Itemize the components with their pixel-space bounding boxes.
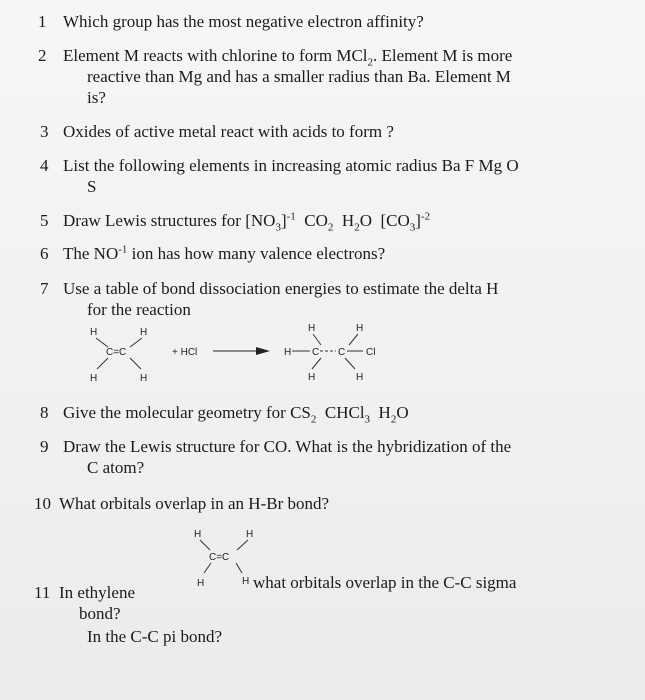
question-text: In ethylene — [59, 583, 135, 602]
atom-h: H — [308, 323, 316, 334]
atom-h: H — [242, 576, 250, 587]
question-number: 2 — [38, 46, 47, 65]
question-text: is? — [87, 88, 106, 107]
question-text: for the reaction — [87, 300, 191, 319]
question-number: 5 — [40, 211, 49, 230]
bond-line — [312, 358, 321, 369]
bond-line — [313, 334, 321, 345]
atom-h: H — [356, 372, 364, 383]
atom-h: H — [284, 347, 292, 358]
atom-cc: C=C — [209, 552, 230, 563]
question-number: 3 — [40, 122, 49, 141]
reaction-diagram — [70, 318, 410, 388]
bond-line — [345, 358, 355, 369]
atom-c: C — [338, 347, 346, 358]
question-text: S — [87, 177, 97, 196]
atom-cc: C=C — [106, 347, 127, 358]
bond-line — [237, 540, 248, 550]
chloroethane-structure — [284, 323, 375, 383]
question-text: Draw the Lewis structure for CO. What is the hybridization of the — [63, 437, 512, 456]
question-text: The $NO^{-1}$ ion has how many valence electrons? — [63, 243, 386, 263]
question-text: Use a table of bond dissociation energies to estimate the delta H — [63, 279, 499, 298]
atom-h: H — [140, 327, 148, 338]
bond-line — [236, 563, 242, 573]
question-number: 10 — [34, 494, 51, 513]
reaction-arrow — [213, 347, 270, 355]
question-text: reactive than Mg and has a smaller radius than Ba. Element M — [87, 67, 511, 86]
bond-line — [130, 338, 142, 347]
bond-line — [130, 358, 141, 369]
atom-h: H — [90, 327, 98, 338]
question-number: 11 — [34, 583, 51, 602]
question-number: 8 — [40, 403, 49, 422]
bond-line — [96, 338, 108, 347]
question-number: 7 — [40, 279, 49, 298]
question-text: Element M reacts with chlorine to form MCl$_2$. Element M is more — [63, 46, 513, 69]
bond-line — [349, 334, 358, 345]
bond-line — [200, 540, 210, 550]
atom-cl: Cl — [366, 347, 376, 358]
atom-h: H — [356, 323, 364, 334]
question-text: In the C-C pi bond? — [87, 627, 223, 646]
atom-h: H — [140, 373, 148, 384]
question-text: bond? — [79, 604, 121, 623]
question-text: What orbitals overlap in an H-Br bond? — [59, 494, 330, 513]
question-text: C atom? — [87, 458, 145, 477]
atom-h: H — [246, 529, 254, 540]
question-text: Draw Lewis structures for $[NO_3]^{-1}$ $CO_2$ $H_2O$ $[CO_3]^{-2}$ — [63, 210, 431, 234]
question-text: Which group has the most negative electron affinity? — [63, 12, 424, 31]
atom-h: H — [194, 529, 202, 540]
atom-h: H — [90, 373, 98, 384]
atom-h: H — [197, 578, 205, 589]
question-text: what orbitals overlap in the C-C sigma — [253, 573, 517, 592]
question-number: 4 — [40, 156, 49, 175]
question-text: Oxides of active metal react with acids to form ? — [63, 122, 394, 141]
atom-c: C — [312, 347, 320, 358]
question-text: Give the molecular geometry for $CS_2$ CHCl$_3$ $H_2O$ — [63, 403, 409, 426]
atom-h: H — [308, 372, 316, 383]
bond-line — [97, 358, 108, 369]
bond-line — [204, 563, 211, 573]
reagent-label: + HCl — [172, 347, 198, 358]
question-number: 6 — [40, 244, 49, 263]
question-text: List the following elements in increasing atomic radius Ba F Mg O — [63, 156, 519, 175]
question-number: 1 — [38, 12, 47, 31]
ethylene-structure — [90, 327, 147, 384]
question-number: 9 — [40, 437, 49, 456]
